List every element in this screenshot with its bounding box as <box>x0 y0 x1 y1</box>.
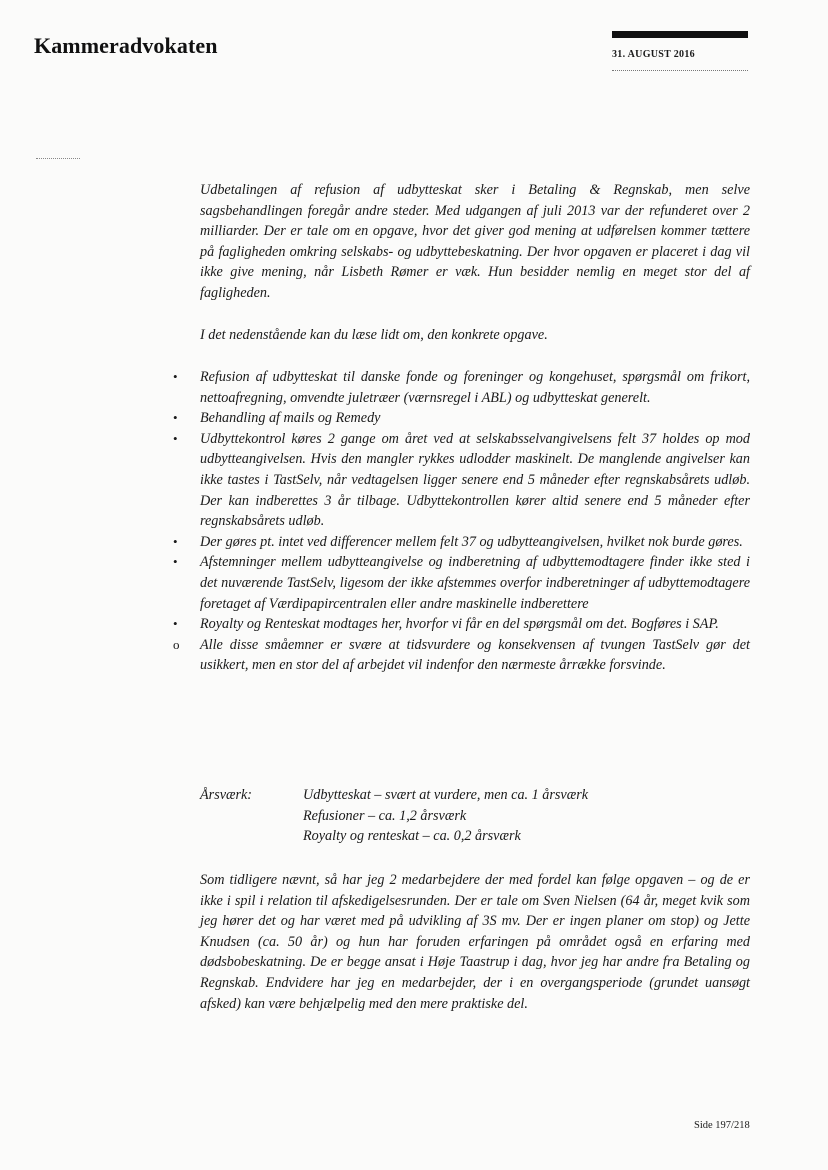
list-item <box>173 532 750 553</box>
workload-line: Refusioner – ca. 1,2 årsværk <box>303 807 467 824</box>
page-number: Side 197/218 <box>694 1120 750 1131</box>
workload-line: Udbytteskat – svært at vurdere, men ca. 1 årsværk <box>303 787 589 803</box>
bullet-icon: • <box>173 554 178 570</box>
paragraph-intro: Udbetalingen af refusion af udbytteskat sker i Betaling & Regnskab, men selve sagsbehandlingen foregår andre steder. Med udgangen af juli 2013 var der refunderet over 2 milliarder. Der er tale om en opgave, hvor det giver god mening at udførelsen kommer tættere på fagligheden omkring selskabs- og udbyttebeskatning. Der hvor opgaven er placeret i dag vil ikke give mening, når Lisbeth Rømer er væk. Hun besidder nemlig en meget stor del af fagligheden. <box>200 182 750 301</box>
list-item-text: Refusion af udbytteskat til danske fonde og foreninger og kongehuset, spørgsmål om frikort, nettoafregning, omvendte juletræer (værnsregel i ABL) og udbytteskat generelt. <box>200 369 750 406</box>
margin-divider <box>36 158 80 159</box>
list-item-text: Der gøres pt. intet ved differencer mellem felt 37 og udbytteangivelsen, hvilket nok burde gøres. <box>200 533 743 550</box>
task-list <box>173 367 750 676</box>
header-bar <box>612 31 748 38</box>
list-item <box>173 367 750 408</box>
list-item-text: Royalty og Renteskat modtages her, hvorfor vi får en del spørgsmål om det. Bogføres i SAP. <box>200 616 719 633</box>
list-item-text: Behandling af mails og Remedy <box>200 410 381 427</box>
bullet-icon: • <box>173 410 178 426</box>
logo: Kammeradvokaten <box>34 33 218 58</box>
list-item <box>173 429 750 532</box>
bullet-icon: • <box>173 616 178 632</box>
paragraph-lead: I det nedenstående kan du læse lidt om, den konkrete opgave. <box>200 327 548 343</box>
workload-label: Årsværk: <box>200 787 253 803</box>
bullet-icon: • <box>173 533 178 549</box>
document-date: 31. AUGUST 2016 <box>612 49 695 60</box>
list-item <box>173 614 750 635</box>
bullet-icon: • <box>173 369 178 384</box>
paragraph-staff: Som tidligere nævnt, så har jeg 2 medarbejdere der med fordel kan følge opgaven – og de er ikke i spil i relation til afskedigelsesrunden. Der er tale om Sven Nielsen (64 år, meget kvik som jeg hører det og har været med på udvikling af 3S mv. Der er ingen planer om stop) og Jette Knudsen (ca. 50 år) og hun har foruden erfaringen på området også en erfaring med dødsbobeskatning. De er begge ansat i Høje Taastrup i dag, hvor jeg har andre fra Betaling og Regnskab. Endvidere har jeg en medarbejder, der i en overgangsperiode (grundet uansøgt afsked) kan være behjælpelig med den mere praktiske del. <box>200 872 750 1012</box>
list-item-text: Afstemninger mellem udbytteangivelse og indberetning af udbyttemodtagere finder ikke sted i det nuværende TastSelv, ligesom der ikke afstemmes overfor indberetninger af udbyttemodtagere foretaget af Værdipapircentralen eller andre maskinelle indberettere <box>200 554 750 612</box>
circle-bullet-icon: o <box>173 636 180 652</box>
list-item-text: Udbyttekontrol køres 2 gange om året ved at selskabsselvangivelsens felt 37 holdes op mod udbytteangivelsen. Hvis den mangler rykkes udlodder maskinelt. De manglende angivelser kan ikke tastes i TastSelv, når vedtagelsen ligger senere end 5 måneder efter regnskabsårets udløb. Der kan indberettes 3 år tilbage. Udbyttekontrollen kører altid senere end 5 måneder efter regnskabsårets udløb. <box>200 430 750 530</box>
date-divider <box>612 70 748 71</box>
list-item <box>173 635 750 676</box>
bullet-icon: • <box>173 430 178 446</box>
list-item-text: Alle disse småemner er svære at tidsvurdere og konsekvensen af tvungen TastSelv gør det usikkert, men en stor del af arbejdet vil indenfor den nærmeste årrække forsvinde. <box>200 636 750 674</box>
list-item <box>173 408 750 429</box>
workload-line: Royalty og renteskat – ca. 0,2 årsværk <box>303 828 521 845</box>
list-item <box>173 552 750 614</box>
workload-lines <box>303 785 743 847</box>
